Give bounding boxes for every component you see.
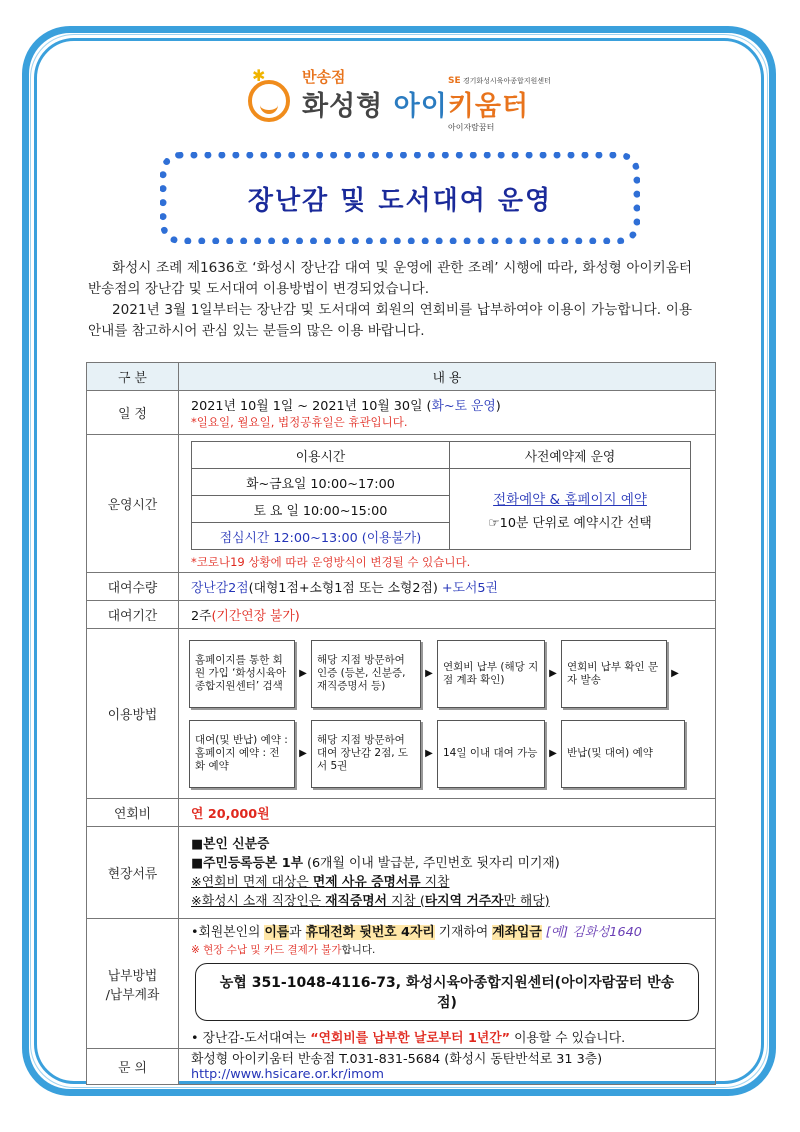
header-category: 구 분	[87, 363, 179, 391]
schedule-note: *일요일, 월요일, 법정공휴일은 휴관입니다.	[191, 415, 408, 429]
docs-label: 현장서류	[87, 827, 179, 919]
flow-step: 14일 이내 대여 가능	[437, 720, 545, 788]
contact-label: 문 의	[87, 1049, 179, 1085]
row-method	[87, 629, 716, 799]
flow-step: 연회비 납부 확인 문자 발송	[561, 640, 667, 708]
doc-id: ■본인 신분증	[191, 836, 270, 852]
smile-face-icon	[248, 80, 290, 122]
row-payment	[87, 919, 716, 1049]
payment-instruction: •회원본인의 이름과 휴대전화 뒷번호 4자리 기재하여 계좌입금 [예] 김화성1640	[191, 925, 642, 940]
logo-name: 화성형 아이키움터	[302, 91, 530, 122]
row-schedule	[87, 391, 716, 435]
intro-paragraph-2: 2021년 3월 1일부터는 장난감 및 도서대여 회원의 연회비를 납부하여야 이용이 가능합니다. 이용안내를 참고하시어 관심 있는 분들의 많은 이용 바랍니다.	[88, 302, 692, 339]
quantity-detail: (대형1점+소형1점 또는 소형2점)	[248, 581, 442, 596]
quantity-book: +도서5권	[441, 581, 498, 596]
hours-saturday: 토 요 일 10:00~15:00	[192, 496, 450, 523]
flow-step: 연회비 납부 (해당 지점 계좌 확인)	[437, 640, 545, 708]
arrow-right-icon: ▶	[425, 668, 433, 679]
hours-lunch: 점심시간 12:00~13:00 (이용불가)	[192, 523, 450, 550]
payment-note: ※ 현장 수납 및 카드 결제가 불가합니다.	[191, 944, 376, 956]
schedule-label: 일 정	[87, 391, 179, 435]
header-content: 내 용	[179, 363, 716, 391]
quantity-label: 대여수량	[87, 573, 179, 601]
period-label: 대여기간	[87, 601, 179, 629]
doc-exempt: ※연회비 면제 대상은 면제 사유 증명서류 지참	[191, 874, 450, 890]
schedule-period: 2021년 10월 1일 ~ 2021년 10월 30일 (화~토 운영)	[191, 399, 501, 414]
payment-period: • 장난감-도서대여는 “연회비를 납부한 날로부터 1년간” 이용할 수 있습니다.	[191, 1031, 626, 1046]
payment-label-2: /납부계좌	[105, 987, 160, 1003]
method-flow-2	[189, 720, 709, 788]
period-weeks: 2주	[191, 609, 212, 624]
info-table	[86, 362, 716, 1085]
reserve-note: ☞10분 단위로 예약시간 선택	[488, 515, 652, 531]
flow-step: 홈페이지를 통한 회원 가입 ‘화성시육아종합지원센터’ 검색	[189, 640, 295, 708]
arrow-right-icon: ▶	[671, 668, 679, 679]
contact-link[interactable]: http://www.hsicare.or.kr/imom	[191, 1066, 384, 1082]
covid-note: *코로나19 상황에 따라 운영방식이 변경될 수 있습니다.	[191, 555, 471, 569]
intro-text	[88, 258, 692, 342]
logo	[248, 66, 558, 138]
title-box	[160, 152, 640, 244]
row-quantity	[87, 573, 716, 601]
row-contact	[87, 1049, 716, 1085]
table-header	[87, 363, 716, 391]
doc-register: ■주민등록등본 1부 (6개월 이내 발급분, 주민번호 뒷자리 미기재)	[191, 855, 560, 871]
method-flow-1	[189, 640, 709, 708]
flow-step: 해당 지점 방문하여 인증 (등본, 신분증, 재직증명서 등)	[311, 640, 421, 708]
period-note: (기간연장 불가)	[211, 609, 300, 624]
hours-weekday: 화~금요일 10:00~17:00	[192, 469, 450, 496]
hours-table	[191, 441, 691, 550]
fee-label: 연회비	[87, 799, 179, 827]
fee-value: 연 20,000원	[179, 799, 716, 827]
arrow-right-icon: ▶	[299, 668, 307, 679]
arrow-right-icon: ▶	[549, 668, 557, 679]
flow-step: 대여(및 반납) 예약 : 홈페이지 예약 : 전화 예약	[189, 720, 295, 788]
flow-step: 해당 지점 방문하여 대여 장난감 2점, 도서 5권	[311, 720, 421, 788]
hours-head-left: 이용시간	[192, 442, 450, 469]
logo-branch: 반송점	[302, 68, 346, 86]
reserve-method: 전화예약 & 홈페이지 예약	[493, 491, 647, 508]
star-icon: ✱	[252, 66, 266, 85]
quantity-toy: 장난감2점	[191, 581, 249, 596]
method-label: 이용방법	[87, 629, 179, 799]
row-period	[87, 601, 716, 629]
logo-sub: 아이자람꿈터	[448, 123, 495, 132]
arrow-right-icon: ▶	[299, 748, 307, 759]
flow-step: 반납(및 대여) 예약	[561, 720, 685, 788]
bank-account: 농협 351-1048-4116-73, 화성시육아종합지원센터(아이자람꿈터 반송점)	[195, 963, 699, 1021]
hours-head-right: 사전예약제 운영	[450, 442, 691, 469]
arrow-right-icon: ▶	[549, 748, 557, 759]
row-fee	[87, 799, 716, 827]
center-logo: SE 경기화성시육아종합지원센터	[448, 76, 551, 86]
payment-label-1: 납부방법	[107, 968, 158, 984]
row-docs	[87, 827, 716, 919]
doc-employee: ※화성시 소재 직장인은 재직증명서 지참 (타지역 거주자만 해당)	[191, 893, 550, 909]
intro-paragraph-1: 화성시 조례 제1636호 ‘화성시 장난감 대여 및 운영에 관한 조례’ 시행에 따라, 화성형 아이키움터 반송점의 장난감 및 도서대여 이용방법이 변경되었습니다.	[88, 260, 692, 297]
row-hours	[87, 435, 716, 573]
contact-info: 화성형 아이키움터 반송점 T.031-831-5684 (화성시 동탄반석로 31 3층)	[191, 1051, 603, 1067]
hours-label: 운영시간	[87, 435, 179, 573]
arrow-right-icon: ▶	[425, 748, 433, 759]
page-title: 장난감 및 도서대여 운영	[247, 185, 553, 216]
